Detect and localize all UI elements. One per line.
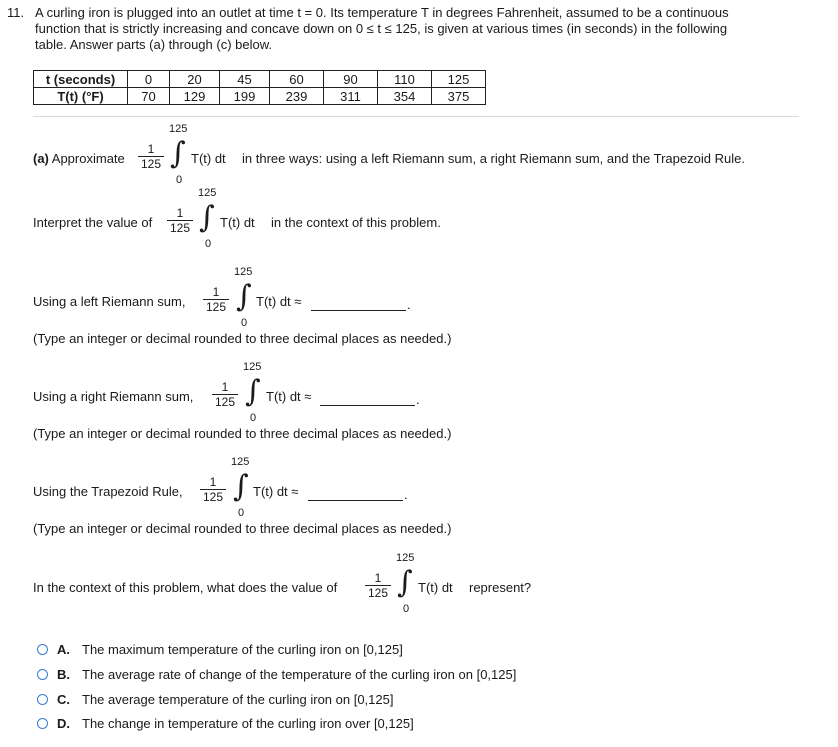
table-cell: 110 [378,71,432,88]
integral-upper-limit: 125 [169,123,188,135]
problem-line-2: function that is strictly increasing and concave down on 0 ≤ t ≤ 125, is given at various times (in seconds) in the following [35,21,728,36]
integral-upper-limit: 125 [234,266,253,278]
radio-button[interactable] [37,694,48,705]
left-sum-label: Using a left Riemann sum, [33,294,186,309]
integral-lower-limit: 0 [176,174,183,186]
integral-sign: ∫ [245,374,261,409]
fraction: 1 125 [212,381,238,409]
table-cell: 90 [324,71,378,88]
data-table [33,70,486,105]
left-sum-answer-input[interactable] [311,310,406,311]
period: . [407,297,411,312]
table-cell: 311 [324,88,378,105]
trapezoid-label: Using the Trapezoid Rule, [33,484,183,499]
table-cell: 20 [170,71,220,88]
trapezoid-integrand: T(t) dt ≈ [253,484,299,499]
option-text: The change in temperature of the curling iron over [0,125] [82,716,414,731]
period: . [404,487,408,502]
interpret-integrand: T(t) dt [220,215,255,230]
integral-lower-limit: 0 [250,412,257,424]
option-letter: A. [57,642,70,657]
integral-sign: ∫ [236,279,252,314]
table-cell: 239 [270,88,324,105]
table-header-temperature: T(t) (°F) [34,88,128,105]
part-a-integrand: T(t) dt [191,151,226,166]
fraction: 1 125 [365,572,391,600]
integral-lower-limit: 0 [205,238,212,250]
option-letter: B. [57,667,70,682]
table-cell: 354 [378,88,432,105]
problem-line-3: table. Answer parts (a) through (c) below. [35,37,273,52]
right-sum-label: Using a right Riemann sum, [33,389,194,404]
context-question-prefix: In the context of this problem, what does the value of [33,580,338,595]
trapezoid-hint: (Type an integer or decimal rounded to three decimal places as needed.) [33,521,452,536]
option-text: The average temperature of the curling iron on [0,125] [82,692,394,707]
integral-upper-limit: 125 [231,456,250,468]
table-row-time [34,71,486,88]
option-letter: C. [57,692,70,707]
context-question-integrand: T(t) dt [418,580,453,595]
table-cell: 129 [170,88,220,105]
period: . [416,392,420,407]
part-a-suffix: in three ways: using a left Riemann sum, a right Riemann sum, and the Trapezoid Rule. [242,151,745,166]
problem-line-1: A curling iron is plugged into an outlet at time t = 0. Its temperature T in degrees Fahrenheit, assumed to be a continuous [35,5,729,20]
left-sum-integrand: T(t) dt ≈ [256,294,302,309]
table-cell: 70 [128,88,170,105]
fraction: 1 125 [203,286,229,314]
integral-sign: ∫ [233,469,249,504]
right-sum-integrand: T(t) dt ≈ [266,389,312,404]
integral-lower-limit: 0 [241,317,248,329]
context-question-suffix: represent? [469,580,532,595]
option-letter: D. [57,716,70,731]
table-header-time: t (seconds) [34,71,128,88]
interpret-suffix: in the context of this problem. [271,215,441,230]
integral-upper-limit: 125 [198,187,217,199]
fraction: 1 125 [138,143,164,171]
right-sum-answer-input[interactable] [320,405,415,406]
trapezoid-answer-input[interactable] [308,500,403,501]
fraction: 1 125 [167,207,193,235]
table-cell: 199 [220,88,270,105]
table-row-temperature [34,88,486,105]
left-sum-hint: (Type an integer or decimal rounded to three decimal places as needed.) [33,331,452,346]
table-cell: 375 [432,88,486,105]
integral-upper-limit: 125 [243,361,262,373]
table-cell: 0 [128,71,170,88]
part-a-prefix: (a) Approximate [33,151,125,166]
integral-sign: ∫ [170,136,186,171]
fraction: 1 125 [200,476,226,504]
integral-lower-limit: 0 [403,603,410,615]
interpret-prefix: Interpret the value of [33,215,153,230]
radio-button[interactable] [37,718,48,729]
question-number: 11. [7,5,25,20]
option-text: The maximum temperature of the curling iron on [0,125] [82,642,403,657]
radio-button[interactable] [37,644,48,655]
right-sum-hint: (Type an integer or decimal rounded to three decimal places as needed.) [33,426,452,441]
integral-lower-limit: 0 [238,507,245,519]
integral-upper-limit: 125 [396,552,415,564]
integral-sign: ∫ [199,200,215,235]
option-text: The average rate of change of the temperature of the curling iron on [0,125] [82,667,517,682]
table-cell: 60 [270,71,324,88]
problem-statement [35,5,805,53]
section-divider [33,116,799,117]
table-cell: 125 [432,71,486,88]
radio-button[interactable] [37,669,48,680]
integral-sign: ∫ [397,565,413,600]
table-cell: 45 [220,71,270,88]
